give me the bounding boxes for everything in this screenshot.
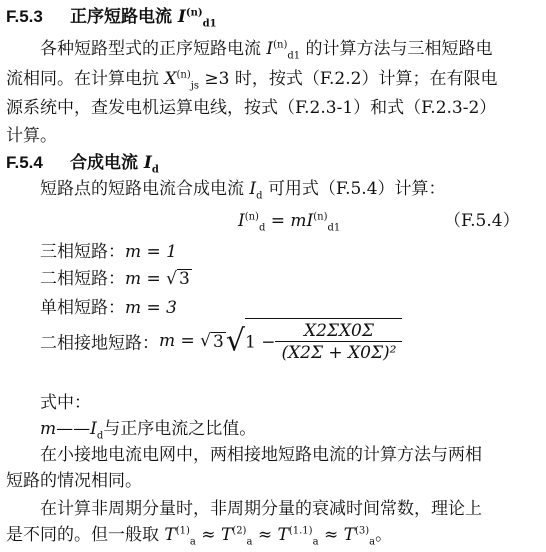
subscript: d1 — [287, 50, 301, 62]
large-radicand — [245, 318, 402, 364]
text: 与正序电流之比值。 — [103, 419, 257, 439]
math-symbol: T — [343, 525, 355, 545]
text: 。 — [375, 525, 393, 545]
para3-line2: 短路的情况相同。 — [6, 471, 142, 491]
title-symbol: I — [143, 153, 152, 173]
para4-line2 — [6, 522, 392, 548]
section-title: 合成电流 — [70, 153, 138, 173]
case-value: m = — [159, 331, 201, 351]
case-value: m = — [125, 269, 167, 289]
m-definition — [40, 416, 256, 442]
where-label: 式中： — [40, 393, 91, 413]
math-symbol: I — [249, 179, 257, 199]
subscript: a — [312, 536, 319, 548]
dash: —— — [56, 419, 91, 439]
section-heading-f54 — [6, 150, 159, 176]
case-label: 三相短路： — [40, 242, 125, 262]
para1-line1 — [40, 36, 493, 62]
title-subscript: d1 — [202, 18, 217, 30]
case-value: m = 3 — [125, 298, 177, 318]
math-symbol: I — [266, 39, 274, 59]
subscript: d — [258, 222, 266, 234]
section-heading-f53 — [6, 4, 217, 30]
text: 各种短路型式的正序短路电流 — [40, 39, 261, 59]
subscript: a — [189, 536, 196, 548]
text: 可用式（F.5.4）计算： — [267, 179, 446, 199]
equation-f54 — [238, 208, 340, 234]
text: 流相同。在计算电抗 — [6, 69, 159, 89]
approx-sign: ≈ — [323, 525, 339, 545]
case-label: 单相短路： — [40, 298, 125, 318]
superscript: (n) — [313, 211, 328, 223]
superscript: (1) — [175, 525, 190, 537]
title-subscript: d — [151, 164, 159, 176]
case-label: 二相短路： — [40, 269, 125, 289]
case-value: m = 1 — [125, 242, 177, 262]
math-symbol: T — [220, 525, 233, 545]
superscript: (3) — [354, 525, 370, 537]
fraction-denominator: (X2Σ + X0Σ)² — [281, 343, 397, 363]
fraction — [275, 321, 402, 364]
math-text: 1 − — [244, 332, 276, 353]
math-symbol: I — [306, 211, 314, 231]
para1-line3: 源系统中，查发电机运算电线，按式（F.2.3-1）和式（F.2.3-2） — [6, 98, 497, 118]
math-symbol: T — [164, 525, 176, 545]
superscript: (n) — [273, 39, 288, 51]
math-symbol: I — [90, 419, 97, 439]
superscript: (1.1) — [288, 525, 313, 537]
section-number: F.5.4 — [6, 153, 43, 172]
subscript: d1 — [327, 222, 341, 234]
math-symbol: m — [40, 419, 57, 439]
case-two-phase-ground — [40, 318, 402, 364]
approx-sign: ≈ — [257, 525, 273, 545]
equation-number: （F.5.4） — [444, 211, 520, 231]
subscript: a — [369, 536, 376, 548]
superscript: (n) — [176, 69, 191, 81]
subscript: d — [96, 430, 104, 442]
fraction-numerator: X2ΣX0Σ — [275, 321, 402, 342]
para1-line2 — [6, 66, 497, 92]
math-text: = m — [270, 211, 307, 231]
title-symbol: I — [177, 7, 186, 27]
radical-sign: √ — [200, 331, 212, 351]
para2-line — [40, 176, 446, 202]
text: 的计算方法与三相短路电 — [305, 39, 493, 59]
para4-line1: 在计算非周期分量时，非周期分量的衰减时间常数，理论上 — [40, 499, 482, 519]
approx-sign: ≈ — [201, 525, 216, 545]
math-symbol: I — [238, 211, 245, 231]
subscript: js — [190, 80, 199, 92]
superscript: (2) — [232, 525, 247, 537]
section-title: 正序短路电流 — [70, 7, 172, 27]
radical-sign: √ — [166, 269, 178, 289]
subscript: a — [246, 536, 253, 548]
subscript: d — [256, 190, 263, 202]
case-label: 二相接地短路： — [40, 333, 159, 354]
radicand: 3 — [213, 331, 224, 352]
radicand: 3 — [179, 269, 190, 289]
para1-line4: 计算。 — [6, 126, 57, 146]
section-number: F.5.3 — [6, 7, 43, 26]
text: ≥3 时，按式（F.2.2）计算；在有限电 — [204, 69, 498, 89]
math-symbol: T — [277, 525, 289, 545]
math-symbol: X — [164, 69, 177, 89]
radical-sign-large: √ — [225, 323, 245, 359]
superscript: (n) — [244, 211, 259, 223]
title-superscript: (n) — [185, 7, 203, 19]
text: 是不同的。但一般取 — [6, 525, 159, 545]
text: 短路点的短路电流合成电流 — [40, 179, 244, 199]
para3-line1: 在小接地电流电网中，两相接地短路电流的计算方法与两相 — [40, 445, 482, 465]
case-three-phase — [40, 239, 177, 265]
case-two-phase — [40, 266, 192, 292]
